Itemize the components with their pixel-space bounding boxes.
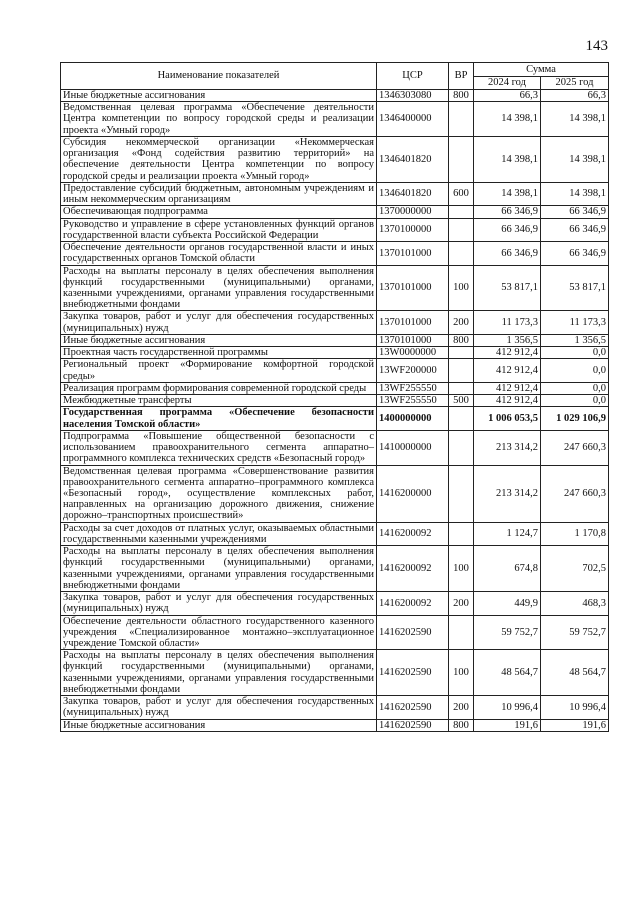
row-sum-2025: 59 752,7 [541,615,609,650]
row-vr [449,430,474,465]
header-csr: ЦСР [377,63,449,90]
header-row [61,63,609,77]
header-year-2025: 2025 год [541,76,609,90]
row-sum-2024: 14 398,1 [474,102,541,137]
row-sum-2025: 10 996,4 [541,696,609,719]
row-csr: 1346303080 [377,90,449,102]
row-vr: 200 [449,311,474,334]
row-sum-2025: 11 173,3 [541,311,609,334]
row-name: Ведомственная целевая программа «Обеспечение деятельности Центра компетенции по вопросу городской среды и реализации проекта «Умный город» [61,102,377,137]
table-row [61,430,609,465]
row-vr: 800 [449,90,474,102]
row-name: Закупка товаров, работ и услуг для обеспечения государственных (муниципальных) нужд [61,311,377,334]
table-row [61,650,609,696]
row-vr [449,359,474,382]
row-name: Обеспечение деятельности органов государственной власти и иных государственных органов Томской области [61,242,377,265]
row-sum-2024: 213 314,2 [474,430,541,465]
row-vr [449,102,474,137]
row-name: Иные бюджетные ассигнования [61,90,377,102]
table-row [61,719,609,731]
row-name: Реализация программ формирования современной городской среды [61,382,377,394]
row-csr: 1416200092 [377,592,449,615]
row-sum-2025: 1 170,8 [541,522,609,545]
row-csr: 1410000000 [377,430,449,465]
row-name: Расходы на выплаты персоналу в целях обеспечения выполнения функций государственными (муниципальными) органами, казенными учреждениями, органами управления государственными внебюджетными фондами [61,546,377,592]
row-name: Расходы на выплаты персоналу в целях обеспечения выполнения функций государственными (муниципальными) органами, казенными учреждениями, органами управления государственными внебюджетными фондами [61,265,377,311]
row-csr: 1370100000 [377,218,449,241]
row-name: Проектная часть государственной программы [61,347,377,359]
row-csr: 13WF200000 [377,359,449,382]
table-row [61,465,609,522]
row-vr: 600 [449,182,474,205]
row-csr: 1400000000 [377,407,449,430]
row-sum-2025: 1 356,5 [541,334,609,346]
row-sum-2024: 412 912,4 [474,382,541,394]
row-sum-2024: 412 912,4 [474,359,541,382]
row-sum-2024: 48 564,7 [474,650,541,696]
table-row [61,206,609,218]
row-sum-2024: 213 314,2 [474,465,541,522]
row-vr [449,522,474,545]
row-sum-2025: 0,0 [541,359,609,382]
row-vr [449,206,474,218]
row-sum-2024: 674,8 [474,546,541,592]
table-row [61,696,609,719]
row-name: Предоставление субсидий бюджетным, автономным учреждениям и иным некоммерческим организациям [61,182,377,205]
row-vr: 200 [449,592,474,615]
table-row [61,395,609,407]
table-row [61,218,609,241]
table-row [61,359,609,382]
row-name: Расходы за счет доходов от платных услуг, оказываемых областными государственными казенными учреждениями [61,522,377,545]
row-vr: 100 [449,650,474,696]
row-name: Обеспечение деятельности областного государственного казенного учреждения «Специализированное монтажно–эксплуатационное учреждение Томской области» [61,615,377,650]
row-csr: 13W0000000 [377,347,449,359]
row-sum-2024: 449,9 [474,592,541,615]
row-sum-2025: 48 564,7 [541,650,609,696]
row-vr [449,218,474,241]
row-sum-2025: 247 660,3 [541,430,609,465]
row-csr: 1370101000 [377,311,449,334]
row-sum-2024: 191,6 [474,719,541,731]
table-row [61,311,609,334]
row-sum-2024: 1 006 053,5 [474,407,541,430]
row-sum-2024: 14 398,1 [474,182,541,205]
row-sum-2025: 702,5 [541,546,609,592]
row-vr [449,382,474,394]
table-row [61,90,609,102]
table-row [61,334,609,346]
header-sum: Сумма [474,63,609,77]
row-name: Руководство и управление в сфере установленных функций органов государственной власти субъекта Российской Федерации [61,218,377,241]
row-csr: 1346400000 [377,102,449,137]
row-vr: 800 [449,719,474,731]
row-sum-2025: 247 660,3 [541,465,609,522]
header-year-2024: 2024 год [474,76,541,90]
row-vr: 100 [449,265,474,311]
row-sum-2025: 0,0 [541,382,609,394]
row-vr [449,136,474,182]
table-row [61,546,609,592]
row-sum-2025: 14 398,1 [541,102,609,137]
row-sum-2024: 53 817,1 [474,265,541,311]
row-vr [449,465,474,522]
row-vr [449,242,474,265]
row-csr: 13WF255550 [377,382,449,394]
row-csr: 1370101000 [377,334,449,346]
row-name: Закупка товаров, работ и услуг для обеспечения государственных (муниципальных) нужд [61,696,377,719]
table-body [61,90,609,732]
row-csr: 1416202590 [377,615,449,650]
row-sum-2025: 191,6 [541,719,609,731]
row-csr: 1416200092 [377,546,449,592]
row-name: Подпрограмма «Повышение общественной безопасности с использованием правоохранительного сегмента аппаратно–программного комплекса технических средств «Безопасный город» [61,430,377,465]
row-vr: 800 [449,334,474,346]
row-sum-2025: 468,3 [541,592,609,615]
row-sum-2025: 66 346,9 [541,206,609,218]
row-sum-2025: 66 346,9 [541,218,609,241]
row-name: Закупка товаров, работ и услуг для обеспечения государственных (муниципальных) нужд [61,592,377,615]
row-name: Региональный проект «Формирование комфортной городской среды» [61,359,377,382]
row-csr: 1416200092 [377,522,449,545]
row-sum-2024: 66 346,9 [474,218,541,241]
table-row [61,265,609,311]
row-sum-2025: 66,3 [541,90,609,102]
row-vr: 100 [449,546,474,592]
row-csr: 1370101000 [377,242,449,265]
row-csr: 13WF255550 [377,395,449,407]
table-row [61,136,609,182]
table-row [61,407,609,430]
table-row [61,347,609,359]
row-csr: 1370101000 [377,265,449,311]
row-sum-2025: 66 346,9 [541,242,609,265]
row-sum-2025: 0,0 [541,395,609,407]
row-sum-2024: 59 752,7 [474,615,541,650]
row-sum-2025: 1 029 106,9 [541,407,609,430]
row-csr: 1346401820 [377,182,449,205]
row-csr: 1416200000 [377,465,449,522]
row-sum-2025: 53 817,1 [541,265,609,311]
row-sum-2024: 14 398,1 [474,136,541,182]
row-name: Ведомственная целевая программа «Совершенствование развития правоохранительного сегмента аппаратно–программного комплекса «Безопасный город», осуществление комплексных работ, направленных на организацию дорожного движения, снижение дорожно–транспортных происшествий» [61,465,377,522]
row-name: Расходы на выплаты персоналу в целях обеспечения выполнения функций государственными (муниципальными) органами, казенными учреждениями, органами управления государственными внебюджетными фондами [61,650,377,696]
row-csr: 1346401820 [377,136,449,182]
row-vr: 500 [449,395,474,407]
row-csr: 1416202590 [377,696,449,719]
row-name: Обеспечивающая подпрограмма [61,206,377,218]
row-sum-2024: 1 356,5 [474,334,541,346]
row-sum-2024: 66 346,9 [474,206,541,218]
row-sum-2024: 10 996,4 [474,696,541,719]
row-csr: 1370000000 [377,206,449,218]
row-name: Иные бюджетные ассигнования [61,334,377,346]
row-name: Межбюджетные трансферты [61,395,377,407]
row-vr [449,347,474,359]
table-row [61,522,609,545]
row-sum-2024: 412 912,4 [474,395,541,407]
row-vr [449,615,474,650]
row-name: Субсидия некоммерческой организации «Некоммерческая организация «Фонд содействия развитию территорий» на обеспечение деятельности Центра компетенции по вопросу городской среды и реализации проекта «Умный город» [61,136,377,182]
table-row [61,242,609,265]
header-name: Наименование показателей [61,63,377,90]
row-vr [449,407,474,430]
table-row [61,102,609,137]
row-sum-2025: 14 398,1 [541,182,609,205]
budget-table [60,62,609,732]
table-row [61,615,609,650]
row-sum-2024: 66 346,9 [474,242,541,265]
header-vr: ВР [449,63,474,90]
row-name: Государственная программа «Обеспечение безопасности населения Томской области» [61,407,377,430]
row-sum-2025: 0,0 [541,347,609,359]
row-sum-2024: 412 912,4 [474,347,541,359]
table-row [61,592,609,615]
row-sum-2024: 66,3 [474,90,541,102]
row-csr: 1416202590 [377,650,449,696]
page-number: 143 [585,38,608,54]
table-row [61,382,609,394]
row-sum-2025: 14 398,1 [541,136,609,182]
row-sum-2024: 11 173,3 [474,311,541,334]
table-row [61,182,609,205]
row-vr: 200 [449,696,474,719]
row-csr: 1416202590 [377,719,449,731]
row-sum-2024: 1 124,7 [474,522,541,545]
row-name: Иные бюджетные ассигнования [61,719,377,731]
